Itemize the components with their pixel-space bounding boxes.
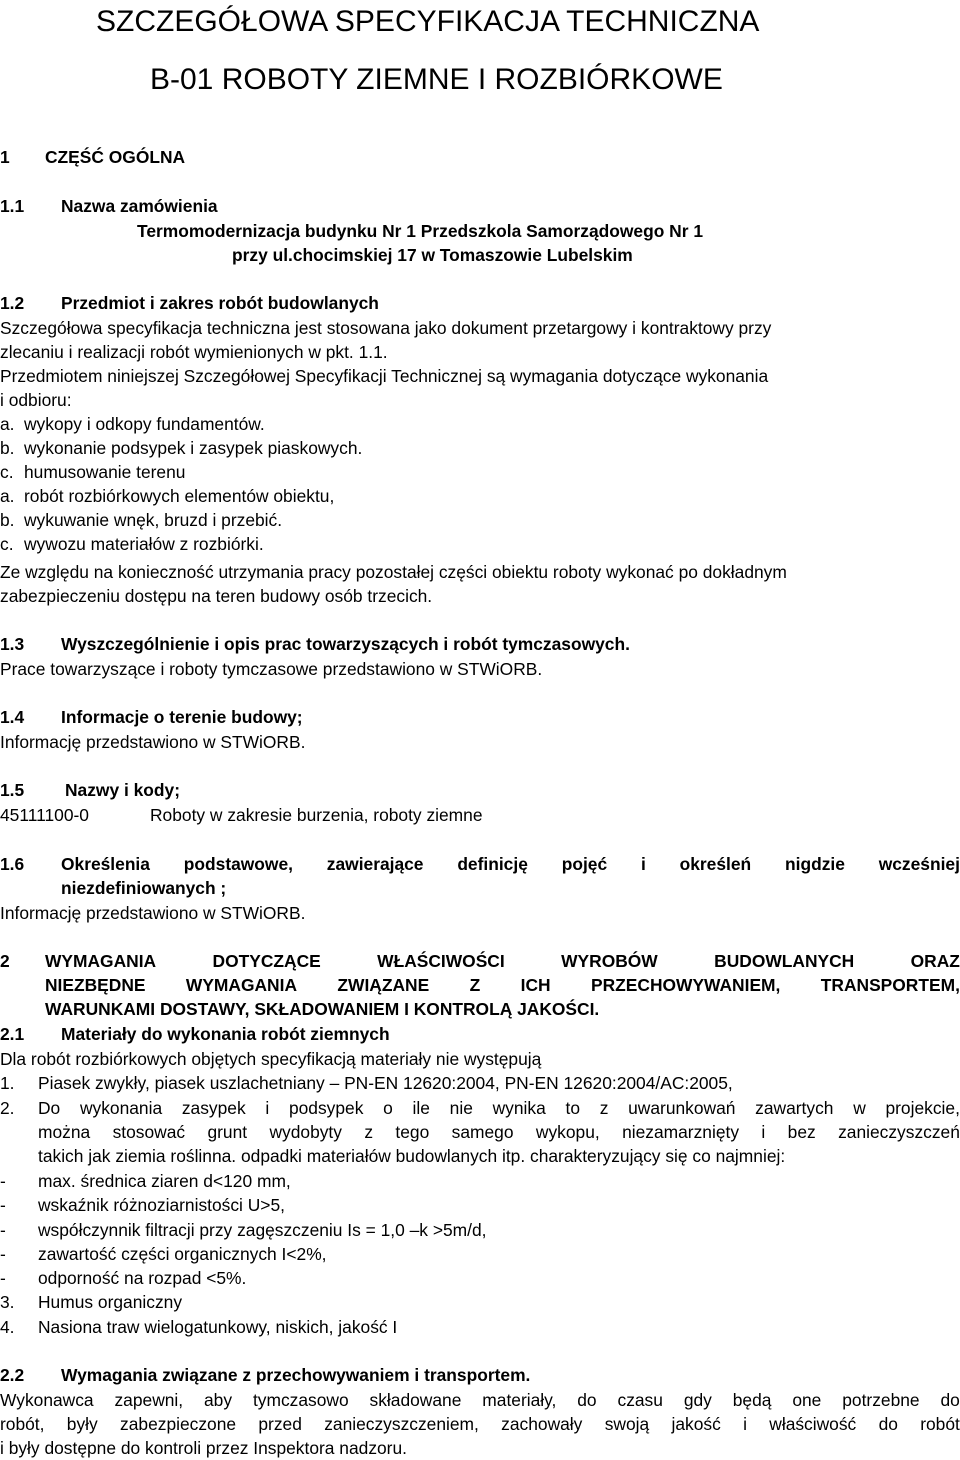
section-number: 2.2 (0, 1365, 25, 1385)
word: ZWIĄZANE (337, 975, 430, 995)
section-title: Materiały do wykonania robót ziemnych (61, 1024, 390, 1044)
word: ORAZ (910, 951, 960, 971)
section-number: 2 (0, 951, 10, 971)
word: Wykonawca (0, 1390, 94, 1410)
cpv-code-row (0, 803, 483, 827)
list-text: wskaźnik różnoziarnistości U>5, (38, 1195, 285, 1215)
word: swoją (604, 1414, 650, 1434)
word: definicję (457, 854, 528, 874)
word: robót, (0, 1414, 45, 1434)
word: zachowały (501, 1414, 583, 1434)
word: do (878, 1414, 898, 1434)
word: do (940, 1390, 960, 1410)
word: wykonania (79, 1098, 163, 1118)
section-1-6-text: Informację przedstawiono w STWiORB. (0, 903, 306, 923)
list-text: max. średnica ziaren d<120 mm, (38, 1171, 291, 1191)
list-marker: a. (0, 486, 15, 506)
word: składowane (369, 1390, 462, 1410)
section-number: 1.6 (0, 854, 25, 874)
safety-paragraph-line-2: zabezpieczeniu dostępu na teren budowy osób trzecich. (0, 586, 433, 606)
section-2-1-heading (0, 1022, 390, 1046)
word: ile (412, 1098, 430, 1118)
section-2-2-heading (0, 1363, 530, 1387)
list-marker: c. (0, 534, 14, 554)
list-marker: - (0, 1244, 6, 1264)
word: o (383, 1098, 393, 1118)
word: ICH (520, 975, 551, 995)
list-item (0, 532, 264, 556)
word: z (599, 1098, 609, 1118)
word: zawartych (755, 1098, 834, 1118)
safety-paragraph-line-1: Ze względu na konieczność utrzymania pracy pozostałej części obiektu roboty wykonać po dokładnym (0, 562, 787, 582)
word: podstawowe, (183, 854, 293, 874)
list-text: Nasiona traw wielogatunkowy, niskich, jakość I (38, 1317, 398, 1337)
word: zabezpieczone (120, 1414, 237, 1434)
list-item (0, 460, 185, 484)
section-1-4-heading (0, 705, 303, 729)
section-1-heading (0, 145, 185, 169)
materials-item-2-line-1 (38, 1096, 960, 1120)
word: samego (451, 1122, 514, 1142)
order-name-line-1: Termomodernizacja budynku Nr 1 Przedszkola Samorządowego Nr 1 (137, 221, 703, 241)
list-item (0, 436, 362, 460)
materials-item-1 (0, 1071, 733, 1095)
word: uwarunkowań (628, 1098, 736, 1118)
word: robót (920, 1414, 960, 1434)
word: Określenia (61, 854, 150, 874)
word: nigdzie (785, 854, 845, 874)
section-2-heading-line-3: WARUNKAMI DOSTAWY, SKŁADOWANIEM I KONTROLĄ JAKOŚCI. (45, 999, 600, 1019)
list-item (0, 1169, 291, 1193)
scope-paragraph-2-line-2: i odbioru: (0, 390, 72, 410)
list-text: współczynnik filtracji przy zagęszczeniu Is = 1,0 –k >5m/d, (38, 1220, 487, 1240)
list-text: wywozu materiałów z rozbiórki. (24, 534, 264, 554)
section-1-2-heading (0, 291, 379, 315)
document-title: SZCZEGÓŁOWA SPECYFIKACJA TECHNICZNA (96, 5, 760, 38)
list-item (0, 484, 334, 508)
list-marker: 1. (0, 1073, 15, 1093)
section-2-heading-line-1 (0, 949, 960, 973)
document-subtitle: B-01 ROBOTY ZIEMNE I ROZBIÓRKOWE (150, 63, 723, 96)
word: przed (258, 1414, 302, 1434)
word: zapewni, (114, 1390, 184, 1410)
storage-paragraph-line-1 (0, 1388, 960, 1412)
word: one (792, 1390, 822, 1410)
section-title: CZĘŚĆ OGÓLNA (45, 147, 186, 167)
list-marker: 2. (0, 1098, 15, 1118)
word: i (640, 854, 646, 874)
scope-paragraph-1-line-1: Szczegółowa specyfikacja techniczna jest stosowana jako dokument przetargowy i kontraktowy przy (0, 318, 772, 338)
word: tymczasowo (252, 1390, 349, 1410)
word: w (853, 1098, 866, 1118)
word: i (265, 1098, 270, 1118)
section-number: 1.2 (0, 293, 25, 313)
list-text: Humus organiczny (38, 1292, 183, 1312)
word: nie (449, 1098, 473, 1118)
section-title: Wyszczególnienie i opis prac towarzyszących i robót tymczasowych. (61, 634, 630, 654)
list-marker: b. (0, 438, 15, 458)
word: WYMAGANIA (185, 975, 298, 995)
section-1-6-heading (0, 852, 960, 876)
word: bez (787, 1122, 816, 1142)
section-title-line-1 (61, 852, 960, 876)
word: do (577, 1390, 597, 1410)
section-title: Informacje o terenie budowy; (61, 707, 303, 727)
list-text: wykonanie podsypek i zasypek piaskowych. (24, 438, 363, 458)
word: jakość (671, 1414, 721, 1434)
word: to (565, 1098, 580, 1118)
section-title: Wymagania związane z przechowywaniem i transportem. (61, 1365, 531, 1385)
list-text: zawartość części organicznych I<2%, (38, 1244, 327, 1264)
word: właściwość (769, 1414, 857, 1434)
word: Do (38, 1098, 61, 1118)
word: i (761, 1122, 766, 1142)
section-number: 1.1 (0, 196, 25, 216)
word: gdy (683, 1390, 712, 1410)
word: wydobyty (269, 1122, 342, 1142)
list-text: odporność na rozpad <5%. (38, 1268, 247, 1288)
list-item (0, 412, 265, 436)
section-1-6-heading-line-2: niezdefiniowanych ; (61, 878, 227, 898)
word: DOTYCZĄCE (212, 951, 321, 971)
section-2-heading-line-2 (45, 973, 960, 997)
word: BUDOWLANYCH (714, 951, 855, 971)
section-1-4-text: Informację przedstawiono w STWiORB. (0, 732, 306, 752)
word: zanieczyszczeń (838, 1122, 960, 1142)
section-number: 2.1 (0, 1024, 25, 1044)
materials-item-2-line-3: takich jak ziemia roślinna. odpadki materiałów budowlanych itp. charakteryzujący się co najmniej: (38, 1146, 786, 1166)
word: wykopu, (535, 1122, 600, 1142)
list-item (0, 1193, 285, 1217)
list-text: wykopy i odkopy fundamentów. (24, 414, 265, 434)
word: stosować (112, 1122, 186, 1142)
list-item (0, 1266, 246, 1290)
cpv-description: Roboty w zakresie burzenia, roboty ziemne (150, 805, 483, 825)
word: były (66, 1414, 98, 1434)
word: grunt (207, 1122, 248, 1142)
word: zanieczyszczeniem, (324, 1414, 479, 1434)
word: aby (204, 1390, 233, 1410)
storage-paragraph-line-2 (0, 1412, 960, 1436)
section-title: Przedmiot i zakres robót budowlanych (61, 293, 379, 313)
section-title: Nazwy i kody; (65, 780, 181, 800)
word: będą (732, 1390, 772, 1410)
list-item (0, 508, 282, 532)
word: zawierające (326, 854, 424, 874)
word: WYMAGANIA (45, 951, 157, 971)
section-1-3-text: Prace towarzyszące i roboty tymczasowe przedstawiono w STWiORB. (0, 659, 543, 679)
word: pojęć (561, 854, 608, 874)
word: i (743, 1414, 747, 1434)
section-1-1-heading (0, 194, 218, 218)
list-marker: 4. (0, 1317, 15, 1337)
word: wynika (492, 1098, 546, 1118)
list-marker: - (0, 1268, 6, 1288)
list-item (0, 1218, 486, 1242)
scope-paragraph-2-line-1: Przedmiotem niniejszej Szczegółowej Specyfikacji Technicznej są wymagania dotyczące wykonania (0, 366, 769, 386)
word: PRZECHOWYWANIEM, (591, 975, 781, 995)
word: WŁAŚCIWOŚCI (377, 951, 505, 971)
materials-item-4 (0, 1315, 397, 1339)
section-1-3-heading (0, 632, 630, 656)
section-number: 1.3 (0, 634, 25, 654)
storage-paragraph-line-3: i były dostępne do kontroli przez Inspektora nadzoru. (0, 1438, 407, 1458)
list-text: humusowanie terenu (24, 462, 186, 482)
word: NIEZBĘDNE (45, 975, 146, 995)
materials-item-2-line-2 (38, 1120, 960, 1144)
list-marker: - (0, 1220, 6, 1240)
word: zasypek (181, 1098, 246, 1118)
list-text: Piasek zwykły, piasek uszlachetniany – PN-EN 12620:2004, PN-EN 12620:2004/AC:2005, (38, 1073, 733, 1093)
cpv-code: 45111100-0 (0, 805, 89, 825)
list-marker: - (0, 1171, 6, 1191)
materials-item-3 (0, 1290, 182, 1314)
list-marker: 3. (0, 1292, 15, 1312)
order-name-line-2: przy ul.chocimskiej 17 w Tomaszowie Lubelskim (232, 245, 633, 265)
word: projekcie, (885, 1098, 960, 1118)
list-marker: c. (0, 462, 14, 482)
list-text: wykuwanie wnęk, bruzd i przebić. (24, 510, 283, 530)
section-1-5-heading (0, 778, 180, 802)
word: wcześniej (878, 854, 960, 874)
word: niezamarznięty (622, 1122, 740, 1142)
scope-paragraph-1-line-2: zlecaniu i realizacji robót wymienionych w pkt. 1.1. (0, 342, 388, 362)
word: tego (395, 1122, 430, 1142)
word: potrzebne (842, 1390, 920, 1410)
list-item (0, 1242, 327, 1266)
materials-intro: Dla robót rozbiórkowych objętych specyfikacją materiały nie występują (0, 1049, 542, 1069)
word: materiały, (482, 1390, 557, 1410)
word: podsypek (288, 1098, 364, 1118)
section-number: 1 (0, 147, 10, 167)
word: Z (469, 975, 481, 995)
list-marker: b. (0, 510, 15, 530)
list-marker: a. (0, 414, 15, 434)
word: z (364, 1122, 374, 1142)
word: można (38, 1122, 91, 1142)
list-marker: - (0, 1195, 6, 1215)
word: TRANSPORTEM, (820, 975, 960, 995)
section-title: Nazwa zamówienia (61, 196, 218, 216)
section-number: 1.4 (0, 707, 25, 727)
word: WYROBÓW (561, 951, 658, 971)
list-text: robót rozbiórkowych elementów obiektu, (24, 486, 335, 506)
word: czasu (617, 1390, 663, 1410)
word: określeń (679, 854, 752, 874)
section-number: 1.5 (0, 780, 25, 800)
